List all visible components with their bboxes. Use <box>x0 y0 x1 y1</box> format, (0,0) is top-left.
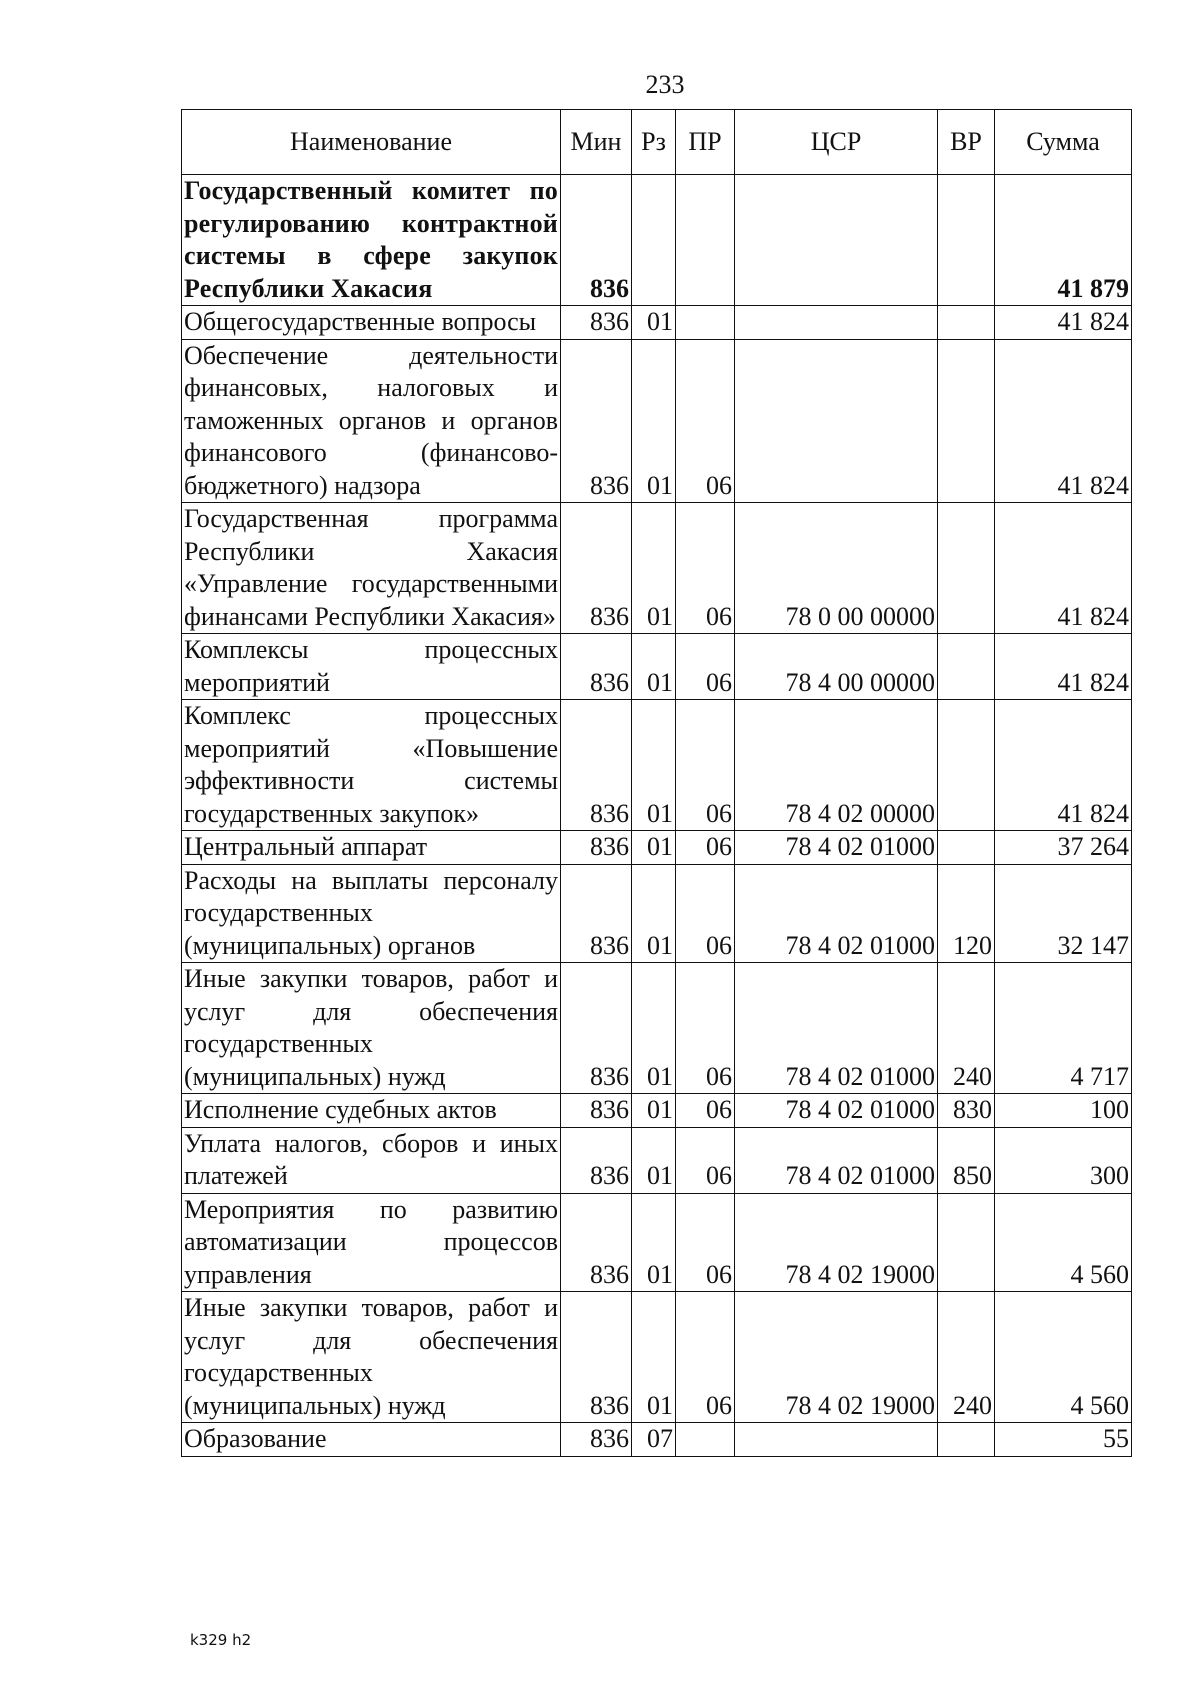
row-name: Государственный комитет по регулированию контрактной системы в сфере закупок Республики Хакасия <box>182 175 561 306</box>
footer-code: k329 h2 <box>190 1631 252 1649</box>
header-rz: Рз <box>632 110 676 175</box>
row-name: Уплата налогов, сборов и иных платежей <box>182 1127 561 1193</box>
row-rz: 01 <box>632 963 676 1094</box>
row-vr: 240 <box>938 963 995 1094</box>
row-vr <box>938 1423 995 1457</box>
row-sum: 41 824 <box>995 306 1132 340</box>
row-rz: 01 <box>632 503 676 634</box>
row-csr: 78 0 00 00000 <box>735 503 938 634</box>
row-vr <box>938 831 995 865</box>
table-row <box>182 963 1132 1094</box>
row-sum: 41 824 <box>995 634 1132 700</box>
row-csr: 78 4 00 00000 <box>735 634 938 700</box>
row-name: Расходы на выплаты персоналу государственных (муниципальных) органов <box>182 864 561 963</box>
row-name: Образование <box>182 1423 561 1457</box>
row-sum: 41 824 <box>995 339 1132 503</box>
row-name: Обеспечение деятельности финансовых, налоговых и таможенных органов и органов финансового (финансово-бюджетного) надзора <box>182 339 561 503</box>
header-min: Мин <box>561 110 632 175</box>
row-rz: 01 <box>632 339 676 503</box>
row-sum: 100 <box>995 1094 1132 1128</box>
table-row <box>182 1423 1132 1457</box>
row-pr <box>676 306 735 340</box>
row-min: 836 <box>561 864 632 963</box>
row-vr <box>938 634 995 700</box>
row-name: Государственная программа Республики Хакасия «Управление государственными финансами Республики Хакасия» <box>182 503 561 634</box>
row-csr: 78 4 02 00000 <box>735 700 938 831</box>
table-row <box>182 1127 1132 1193</box>
row-sum: 4 560 <box>995 1292 1132 1423</box>
row-name: Общегосударственные вопросы <box>182 306 561 340</box>
row-rz: 07 <box>632 1423 676 1457</box>
header-vr: ВР <box>938 110 995 175</box>
row-vr <box>938 175 995 306</box>
row-pr: 06 <box>676 339 735 503</box>
row-pr: 06 <box>676 1193 735 1292</box>
row-sum: 300 <box>995 1127 1132 1193</box>
table-row <box>182 1193 1132 1292</box>
row-pr: 06 <box>676 1094 735 1128</box>
row-csr: 78 4 02 01000 <box>735 864 938 963</box>
row-rz: 01 <box>632 864 676 963</box>
row-name: Мероприятия по развитию автоматизации процессов управления <box>182 1193 561 1292</box>
header-csr: ЦСР <box>735 110 938 175</box>
row-sum: 4 717 <box>995 963 1132 1094</box>
row-min: 836 <box>561 1292 632 1423</box>
row-name: Комплексы процессных мероприятий <box>182 634 561 700</box>
row-pr: 06 <box>676 1292 735 1423</box>
row-name: Исполнение судебных актов <box>182 1094 561 1128</box>
header-name: Наименование <box>182 110 561 175</box>
row-sum: 55 <box>995 1423 1132 1457</box>
row-vr <box>938 503 995 634</box>
row-min: 836 <box>561 1094 632 1128</box>
budget-table <box>181 109 1132 1457</box>
header-pr: ПР <box>676 110 735 175</box>
row-min: 836 <box>561 963 632 1094</box>
row-pr <box>676 1423 735 1457</box>
row-rz: 01 <box>632 306 676 340</box>
row-min: 836 <box>561 306 632 340</box>
row-csr: 78 4 02 01000 <box>735 1094 938 1128</box>
row-sum: 41 824 <box>995 700 1132 831</box>
row-csr: 78 4 02 01000 <box>735 963 938 1094</box>
row-name: Центральный аппарат <box>182 831 561 865</box>
row-rz: 01 <box>632 1094 676 1128</box>
row-pr: 06 <box>676 700 735 831</box>
row-name: Иные закупки товаров, работ и услуг для обеспечения государственных (муниципальных) нужд <box>182 963 561 1094</box>
row-min: 836 <box>561 700 632 831</box>
row-name: Иные закупки товаров, работ и услуг для обеспечения государственных (муниципальных) нужд <box>182 1292 561 1423</box>
row-min: 836 <box>561 634 632 700</box>
row-rz: 01 <box>632 1127 676 1193</box>
table-row <box>182 503 1132 634</box>
row-rz: 01 <box>632 831 676 865</box>
row-min: 836 <box>561 339 632 503</box>
row-rz: 01 <box>632 1292 676 1423</box>
row-pr: 06 <box>676 831 735 865</box>
row-min: 836 <box>561 503 632 634</box>
row-min: 836 <box>561 1127 632 1193</box>
row-rz: 01 <box>632 634 676 700</box>
row-vr <box>938 306 995 340</box>
row-csr: 78 4 02 01000 <box>735 831 938 865</box>
row-min: 836 <box>561 1193 632 1292</box>
row-csr: 78 4 02 01000 <box>735 1127 938 1193</box>
page-number: 233 <box>645 70 685 99</box>
row-name: Комплекс процессных мероприятий «Повышение эффективности системы государственных закупок» <box>182 700 561 831</box>
row-pr: 06 <box>676 503 735 634</box>
row-csr <box>735 1423 938 1457</box>
row-vr <box>938 700 995 831</box>
table-row <box>182 339 1132 503</box>
row-vr: 120 <box>938 864 995 963</box>
row-pr: 06 <box>676 864 735 963</box>
table-row <box>182 864 1132 963</box>
table-row <box>182 831 1132 865</box>
header-sum: Сумма <box>995 110 1132 175</box>
row-sum: 37 264 <box>995 831 1132 865</box>
row-vr: 240 <box>938 1292 995 1423</box>
row-min: 836 <box>561 1423 632 1457</box>
row-csr <box>735 175 938 306</box>
row-vr: 830 <box>938 1094 995 1128</box>
row-sum: 4 560 <box>995 1193 1132 1292</box>
table-row <box>182 700 1132 831</box>
row-csr: 78 4 02 19000 <box>735 1193 938 1292</box>
row-pr: 06 <box>676 963 735 1094</box>
table-row <box>182 1094 1132 1128</box>
row-rz <box>632 175 676 306</box>
table-row <box>182 175 1132 306</box>
row-rz: 01 <box>632 1193 676 1292</box>
row-vr <box>938 1193 995 1292</box>
row-rz: 01 <box>632 700 676 831</box>
row-csr <box>735 339 938 503</box>
row-pr: 06 <box>676 634 735 700</box>
row-pr: 06 <box>676 1127 735 1193</box>
row-min: 836 <box>561 175 632 306</box>
table-row <box>182 634 1132 700</box>
row-pr <box>676 175 735 306</box>
table-row <box>182 1292 1132 1423</box>
row-sum: 41 824 <box>995 503 1132 634</box>
row-sum: 32 147 <box>995 864 1132 963</box>
table-row <box>182 306 1132 340</box>
table-header-row <box>182 110 1132 175</box>
row-vr <box>938 339 995 503</box>
row-vr: 850 <box>938 1127 995 1193</box>
row-csr: 78 4 02 19000 <box>735 1292 938 1423</box>
row-min: 836 <box>561 831 632 865</box>
row-sum: 41 879 <box>995 175 1132 306</box>
row-csr <box>735 306 938 340</box>
